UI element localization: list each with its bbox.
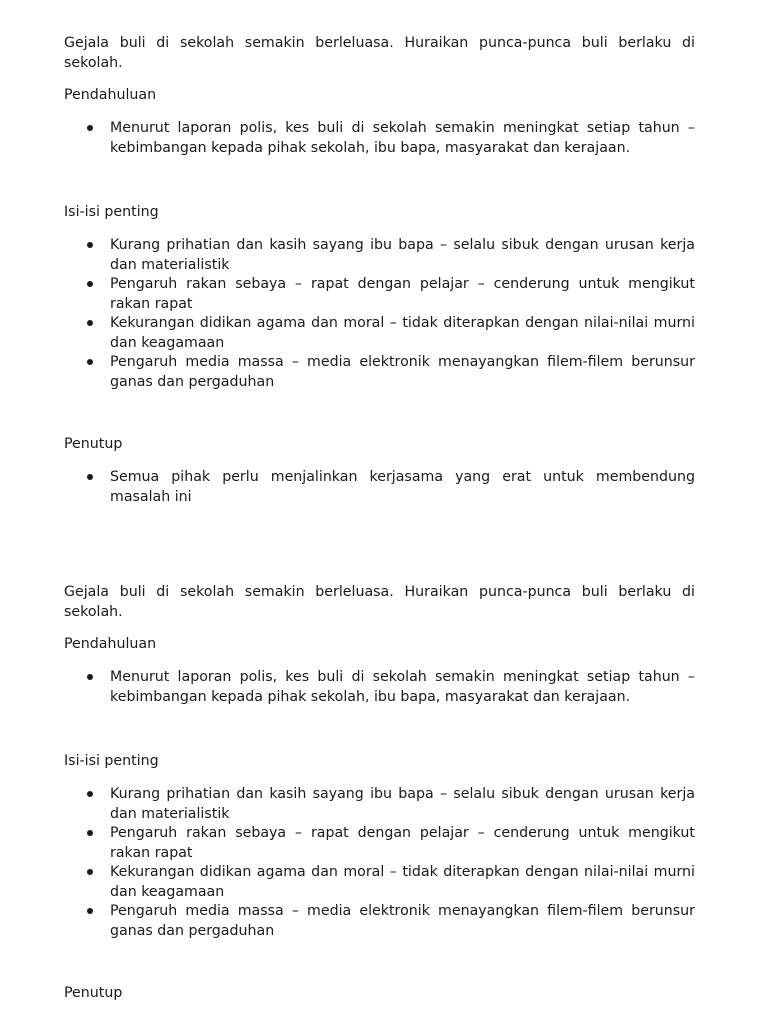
body-list bbox=[64, 784, 695, 940]
list-item: Pengaruh media massa – media elektronik menayangkan filem-filem berunsur ganas dan pergaduhan bbox=[64, 901, 695, 941]
closing-list bbox=[64, 467, 695, 506]
body-heading: Isi-isi penting bbox=[64, 753, 159, 769]
list-item: Menurut laporan polis, kes buli di sekolah semakin meningkat setiap tahun – kebimbangan kepada pihak sekolah, ibu bapa, masyarakat dan kerajaan. bbox=[64, 667, 695, 707]
list-item: Kurang prihatian dan kasih sayang ibu bapa – selalu sibuk dengan urusan kerja dan materialistik bbox=[64, 784, 695, 824]
intro-list bbox=[64, 667, 695, 706]
body-heading: Isi-isi penting bbox=[64, 204, 159, 220]
list-item: Kekurangan didikan agama dan moral – tidak diterapkan dengan nilai-nilai murni dan keagamaan bbox=[64, 862, 695, 902]
list-item: Pengaruh rakan sebaya – rapat dengan pelajar – cenderung untuk mengikut rakan rapat bbox=[64, 274, 695, 314]
question-text: Gejala buli di sekolah semakin berleluasa. Huraikan punca-punca buli berlaku di sekolah. bbox=[64, 35, 695, 71]
intro-heading: Pendahuluan bbox=[64, 87, 157, 103]
list-item: Kekurangan didikan agama dan moral – tidak diterapkan dengan nilai-nilai murni dan keagamaan bbox=[64, 313, 695, 353]
closing-heading: Penutup bbox=[64, 436, 123, 452]
list-item: Semua pihak perlu menjalinkan kerjasama yang erat untuk membendung masalah ini bbox=[64, 467, 695, 507]
list-item: Menurut laporan polis, kes buli di sekolah semakin meningkat setiap tahun – kebimbangan kepada pihak sekolah, ibu bapa, masyarakat dan kerajaan. bbox=[64, 118, 695, 158]
question-text: Gejala buli di sekolah semakin berleluasa. Huraikan punca-punca buli berlaku di sekolah. bbox=[64, 584, 695, 620]
list-item: Pengaruh media massa – media elektronik menayangkan filem-filem berunsur ganas dan pergaduhan bbox=[64, 352, 695, 392]
intro-heading: Pendahuluan bbox=[64, 636, 157, 652]
body-list bbox=[64, 235, 695, 391]
intro-list bbox=[64, 118, 695, 157]
closing-heading: Penutup bbox=[64, 985, 123, 1001]
list-item: Kurang prihatian dan kasih sayang ibu bapa – selalu sibuk dengan urusan kerja dan materialistik bbox=[64, 235, 695, 275]
list-item: Pengaruh rakan sebaya – rapat dengan pelajar – cenderung untuk mengikut rakan rapat bbox=[64, 823, 695, 863]
